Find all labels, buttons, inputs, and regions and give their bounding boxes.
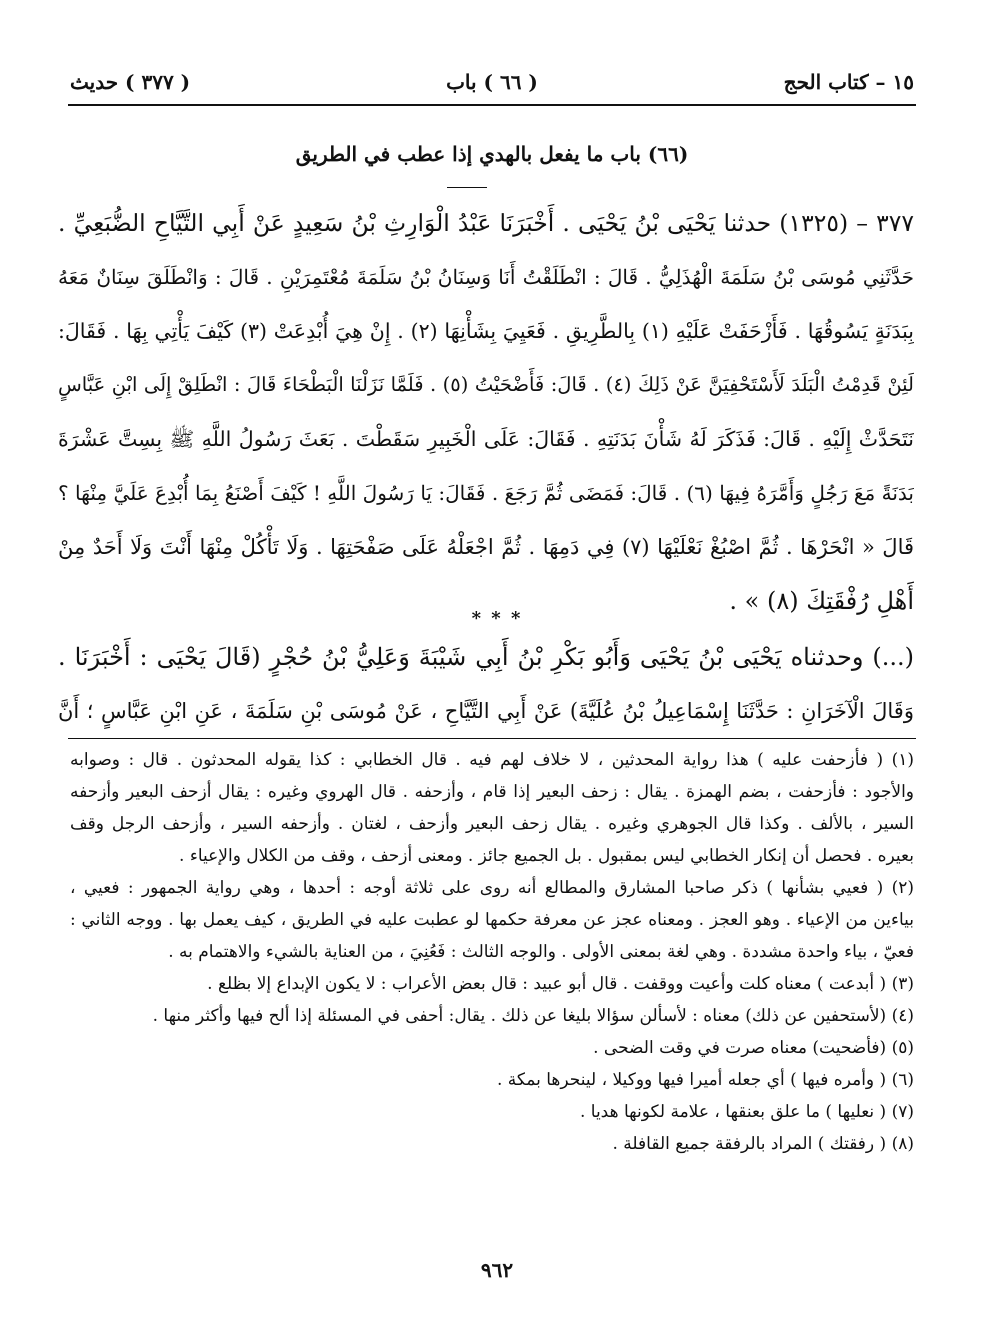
footnote-rule (68, 738, 916, 739)
footnotes (70, 744, 914, 1160)
footnote-line: السير ، بالألف . وكذا قال الجوهري وغيره . يقال زحف البعير وأزحف ، لغتان . وأزحفه السير ، وأزحف الرجل وقف (70, 814, 914, 834)
section-separator: * * * (471, 608, 523, 629)
hadith-line: بَدَنَةً مَعَ رَجُلٍ وَأَمَّرَهُ فِيهَا (٦) . قَالَ: فَمَضَى ثُمَّ رَجَعَ . فَقَالَ: يَا رَسُولَ اللَّهِ ! كَيْفَ أَصْنَعُ بِمَا أُبْدِعَ عَلَيَّ مِنْهَا ؟ (58, 481, 914, 505)
hadith-line: لَئِنْ قَدِمْتُ الْبَلَدَ لَأَسْتَحْفِيَنَّ عَنْ ذَلِكَ (٤) . قَالَ: فَأَضْحَيْتُ (٥) . فَلَمَّا نَزَلْنَا الْبَطْحَاءَ قَالَ : انْطَلِقْ إِلَى ابْنِ عَبَّاسٍ (58, 373, 914, 396)
footnote-line: بياءين من الإعياء . وهو العجز . ومعناه عجز عن معرفة حكمها لو عطبت عليه في الطريق ، كيف يعمل بها . ووجه الثاني : (70, 910, 914, 930)
hadith-line: ٣٧٧ – (١٣٢٥) حدثنا يَحْيَى بْنُ يَحْيَى . أَخْبَرَنَا عَبْدُ الْوَارِثِ بْنُ سَعِيدٍ عَنْ أَبِي التَّيَّاحِ الضُّبَعِيِّ . (58, 209, 914, 237)
footnote-line: (٦) ( وأمره فيها ) أي جعله أميرا فيها ووكيلا ، لينحرها بمكة . (496, 1070, 914, 1090)
chain-line: وَقَالَ الْآخَرَانِ : حَدَّثَنَا إِسْمَاعِيلُ بْنُ عُلَيَّةَ) عَنْ أَبِي التَّيَّاحِ ، عَنْ مُوسَى بْنِ سَلَمَةَ ، عَنِ ابْنِ عَبَّاسٍ ؛ أَنَّ (58, 699, 914, 723)
chain-line: (...) وحدثناه يَحْيَى بْنُ يَحْيَى وَأَبُو بَكْرِ بْنُ أَبِي شَيْبَةَ وَعَلِيُّ بْنُ حُجْرٍ (قَالَ يَحْيَى : أَخْبَرَنَا . (58, 643, 914, 671)
footnote-line: والأجود : فأزحفت ، بضم الهمزة . يقال : زحف البعير إذا قام ، وأزحفه . قال الهروي وغيره : يقال أزحف البعير وأزحفه (70, 782, 914, 802)
header-chapter-number: ( ٦٦ ) باب (446, 70, 538, 94)
footnote-line: (٢) ( فعيي بشأنها ) ذكر صاحبا المشارق والمطالع أنه روى على ثلاثة أوجه : أحدها ، وهي رواية الجمهور : فعيي ، (70, 878, 914, 898)
chapter-title: (٦٦) باب ما يفعل بالهدي إذا عطب في الطريق (295, 142, 689, 166)
hadith-text (58, 196, 914, 628)
footnote-line: بعيره . فحصل أن إنكار الخطابي ليس بمقبول . بل الجميع جائز . ومعنى أزحف ، وقف من الكلال والإعياء . (179, 846, 914, 866)
footnote-line: (٤) (لأستحفين عن ذلك) معناه : لأسألن سؤالا بليغا عن ذلك . يقال: أحفى في المسئلة إذا ألح فيها وأكثر منها . (152, 1006, 914, 1026)
title-rule (447, 187, 487, 188)
hadith-line: نَتَحَدَّثْ إِلَيْهِ . قَالَ: فَذَكَرَ لَهُ شَأْنَ بَدَنَتِهِ . فَقَالَ: عَلَى الْخَبِيرِ سَقَطْتَ . بَعَثَ رَسُولُ اللَّهِ ﷺ بِسِتَّ عَشْرَةَ (58, 427, 914, 451)
footnote-line: (٧) ( نعليها ) ما علق بعنقها ، علامة لكونها هديا . (579, 1102, 914, 1122)
footnote-line: (٥) (فأضحيت) معناه صرت في وقت الضحى . (593, 1038, 914, 1058)
hadith-line: قَالَ « انْحَرْهَا . ثُمَّ اصْبُغْ نَعْلَيْهَا (٧) فِي دَمِهَا . ثُمَّ اجْعَلْهُ عَلَى صَفْحَتِهَا . وَلَا تَأْكُلْ مِنْهَا أَنْتَ وَلَا أَحَدٌ مِنْ (58, 535, 914, 559)
hadith-line: بِبَدَنَةٍ يَسُوقُهَا . فَأَزْحَفَتْ عَلَيْهِ (١) بِالطَّرِيقِ . فَعَيِيَ بِشَأْنِهَا (٢) . إِنْ هِيَ أُبْدِعَتْ (٣) كَيْفَ يَأْتِي بِهَا . فَقَالَ: (58, 319, 914, 343)
hadith-line: أَهْلِ رُفْقَتِكَ (٨) » . (729, 587, 914, 615)
footnote-line: فعيّ ، بياء واحدة مشددة . وهي لغة بمعنى الأولى . والوجه الثالث : فَعُنِيَ ، من العناية بالشيء والاهتمام به . (168, 942, 914, 962)
running-header (70, 70, 914, 102)
header-hadith-number: ( ٣٧٧ ) حديث (70, 70, 191, 94)
hadith-line: حَدَّثَنِي مُوسَى بْنُ سَلَمَةَ الْهُذَلِيُّ . قَالَ : انْطَلَقْتُ أَنَا وَسِنَانُ بْنُ سَلَمَةَ مُعْتَمِرَيْنِ . قَالَ : وَانْطَلَقَ سِنَانٌ مَعَهُ (58, 265, 914, 289)
footnote-line: (٨) ( رفقتك ) المراد بالرفقة جميع القافلة . (612, 1134, 914, 1154)
page-number: ٩٦٢ (480, 1258, 514, 1282)
footnote-line: (٣) ( أبدعت ) معناه كلت وأعيت ووقفت . قال أبو عبيد : قال بعض الأعراب : لا يكون الإبداع إلا بظلع . (207, 974, 914, 994)
footnote-line: (١) ( فأزحفت عليه ) هذا رواية المحدثين ، لا خلاف لهم فيه . قال الخطابي : كذا يقوله المحدثون . قال : وصوابه (70, 750, 914, 770)
header-book-title: ١٥ – كتاب الحج (783, 70, 914, 94)
header-rule (68, 104, 916, 106)
chain-text (58, 630, 914, 738)
